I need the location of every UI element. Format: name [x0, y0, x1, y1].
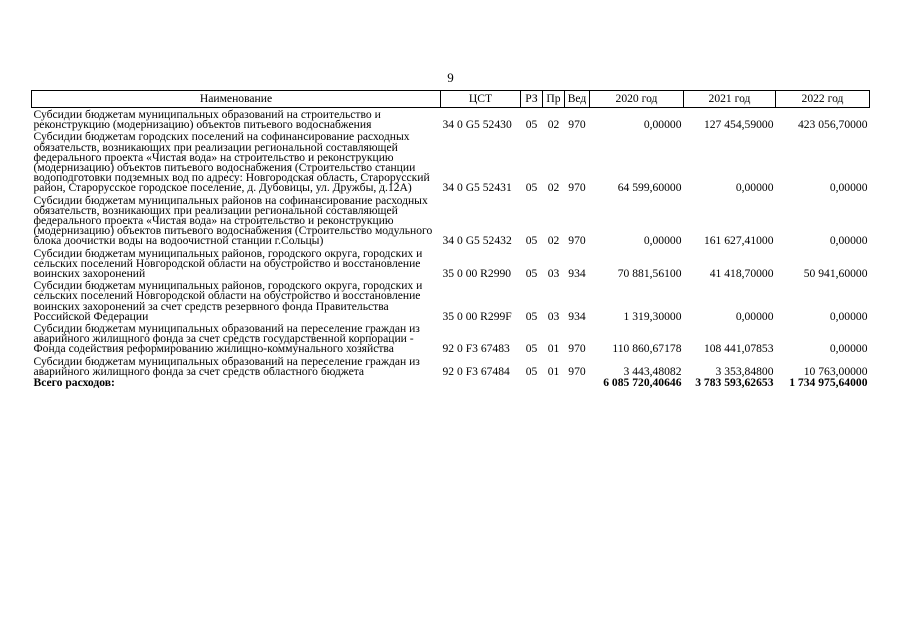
row-name: Субсидии бюджетам муниципальных районов, городского округа, городских и сельских поселений Новгородской области на обустройство и восстановление воинских захоронений [33, 246, 423, 281]
total-2020: 6 085 720,40646 [603, 376, 682, 390]
row-2020: 64 599,60000 [617, 181, 682, 195]
row-ved: 934 [568, 309, 586, 323]
page-number: 9 [447, 70, 454, 85]
total-2022: 1 734 975,64000 [789, 376, 868, 390]
row-2021: 127 454,59000 [703, 118, 774, 132]
row-ved: 970 [568, 342, 586, 356]
row-2021: 3 353,84800 [715, 364, 774, 378]
row-pr: 02 [547, 234, 560, 248]
row-2021: 0,00000 [735, 309, 774, 323]
table-row [32, 322, 870, 355]
total-row [32, 377, 870, 388]
header-pr: Пр [543, 91, 565, 108]
row-pr: 01 [547, 364, 560, 378]
total-2021: 3 783 593,62653 [695, 376, 774, 390]
header-2022: 2022 год [776, 91, 870, 108]
row-ved: 970 [568, 118, 586, 132]
row-2022: 423 056,70000 [797, 118, 868, 132]
total-empty-pr [543, 377, 565, 388]
row-ved: 970 [568, 364, 586, 378]
row-name: Субсидии бюджетам муниципальных районов, городского округа, городских и сельских поселений Новгородской области на обустройство и восстановление воинских захоронений за счет средств резервного фонда Правительства Российской Федерации [33, 279, 423, 323]
row-pr: 01 [547, 342, 560, 356]
row-rz: 05 [525, 234, 538, 248]
table-row [32, 279, 870, 322]
header-name: Наименование [32, 91, 441, 108]
total-empty-ved [565, 377, 590, 388]
row-2022: 0,00000 [829, 309, 868, 323]
row-2022: 0,00000 [829, 342, 868, 356]
row-cst: 34 0 G5 52431 [442, 181, 512, 195]
row-cst: 35 0 00 R299F [442, 309, 512, 323]
expenditure-table [31, 90, 870, 388]
row-name: Субсидии бюджетам муниципальных районов на софинансирование расходных обязательств, возникающих при реализации региональной составляющей федерального проекта «Чистая вода» на строительство и реконструкцию (модернизацию) объектов питьевого водоснабжения (Строительство модульного блока доочистки воды на водоочистной станции г.Сольцы) [33, 193, 433, 248]
row-2022: 50 941,60000 [803, 267, 868, 281]
row-cst: 92 0 F3 67483 [442, 342, 510, 356]
row-ved: 970 [568, 181, 586, 195]
row-2022: 10 763,00000 [803, 364, 868, 378]
row-pr: 02 [547, 118, 560, 132]
row-rz: 05 [525, 118, 538, 132]
total-empty-rz [521, 377, 543, 388]
row-name: Субсидии бюджетам муниципальных образований на строительство и реконструкцию (модернизацию) объектов питьевого водоснабжения [33, 108, 381, 132]
row-2022: 0,00000 [829, 181, 868, 195]
row-2021: 108 441,07853 [703, 342, 774, 356]
table-row [32, 108, 870, 131]
row-ved: 934 [568, 267, 586, 281]
header-ved: Вед [565, 91, 590, 108]
row-2020: 0,00000 [643, 234, 682, 248]
row-name: Субсидии бюджетам городских поселений на софинансирование расходных обязательств, возникающих при реализации региональной составляющей федерального проекта «Чистая вода» на строительство и реконструкцию (модернизацию) объектов питьевого водоснабжения (Строительство станции водоподготовки подземных вод по адресу: Новгородская область, Старорусский район, Старорусское городское поселение, д. Дубовицы, ул. Дружбы, д.12А) [33, 130, 430, 195]
row-2020: 110 860,67178 [612, 342, 682, 356]
row-rz: 05 [525, 364, 538, 378]
row-rz: 05 [525, 309, 538, 323]
header-rz: РЗ [521, 91, 543, 108]
table-row [32, 194, 870, 247]
row-2020: 0,00000 [643, 118, 682, 132]
table-header-row [32, 91, 870, 108]
row-2020: 3 443,48082 [623, 364, 682, 378]
row-2021: 41 418,70000 [709, 267, 774, 281]
header-cst: ЦСТ [441, 91, 521, 108]
row-rz: 05 [525, 267, 538, 281]
row-cst: 34 0 G5 52432 [442, 234, 512, 248]
table-row [32, 247, 870, 280]
row-pr: 03 [547, 267, 560, 281]
row-cst: 92 0 F3 67484 [442, 364, 510, 378]
row-2022: 0,00000 [829, 234, 868, 248]
row-2021: 161 627,41000 [703, 234, 774, 248]
header-2020: 2020 год [590, 91, 684, 108]
row-rz: 05 [525, 181, 538, 195]
row-2020: 70 881,56100 [617, 267, 682, 281]
row-cst: 35 0 00 R2990 [442, 267, 512, 281]
row-pr: 03 [547, 309, 560, 323]
table-row [32, 130, 870, 193]
table-row [32, 355, 870, 377]
row-pr: 02 [547, 181, 560, 195]
row-2020: 1 319,30000 [623, 309, 682, 323]
row-cst: 34 0 G5 52430 [442, 118, 512, 132]
row-name: Субсидии бюджетам муниципальных образований на переселение граждан из аварийного жилищного фонда за счет средств государственной корпорации - Фонда содействия реформированию жилищно-коммунального хозяйства [33, 322, 420, 356]
row-rz: 05 [525, 342, 538, 356]
row-ved: 970 [568, 234, 586, 248]
header-2021: 2021 год [684, 91, 776, 108]
total-label: Всего расходов: [33, 376, 115, 390]
row-name: Субсидии бюджетам муниципальных образований на переселение граждан из аварийного жилищного фонда за счет средств областного бюджета [33, 354, 420, 378]
total-empty-cst [441, 377, 521, 388]
row-2021: 0,00000 [735, 181, 774, 195]
